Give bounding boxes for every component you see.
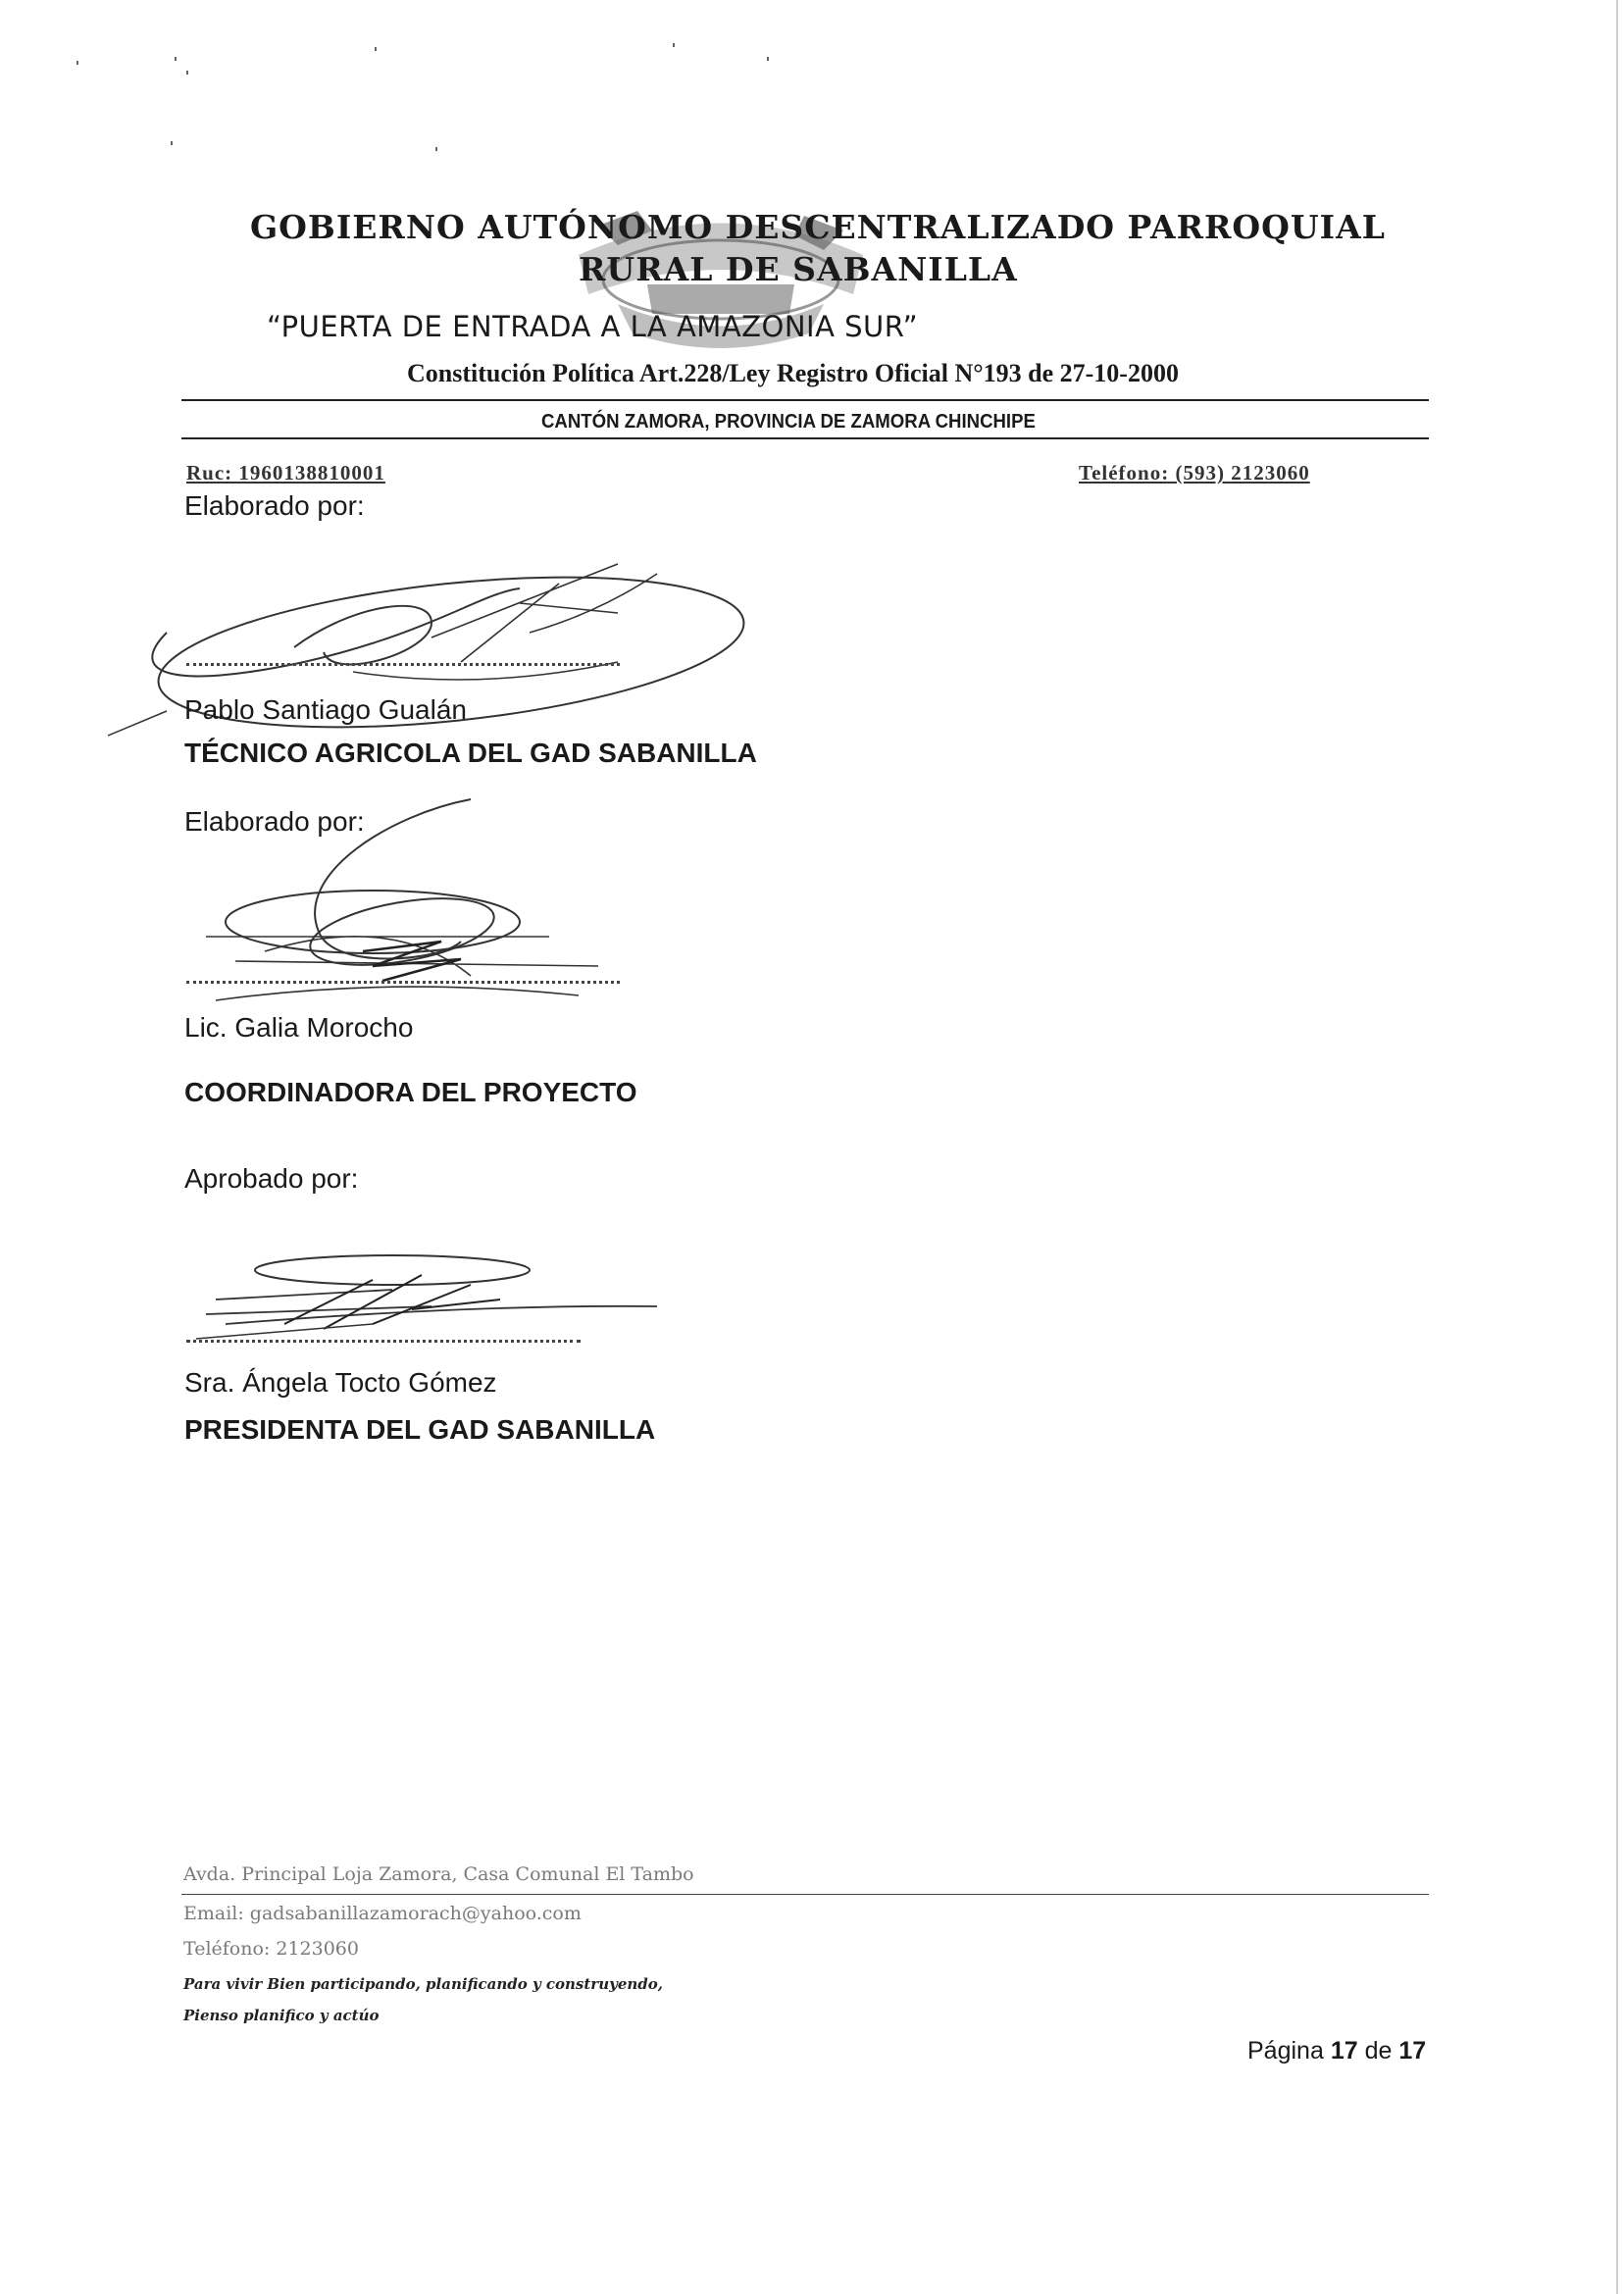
page-prefix: Página [1247, 2037, 1324, 2065]
footer-address: Avda. Principal Loja Zamora, Casa Comunal El Tambo [183, 1863, 694, 1885]
scan-speck [673, 43, 675, 47]
signature-galia [147, 794, 657, 1020]
page-number [1247, 2037, 1426, 2065]
organization-name-line1: GOBIERNO AUTÓNOMO DESCENTRALIZADO PARROQUIAL [250, 208, 1386, 246]
signer-role: COORDINADORA DEL PROYECTO [184, 1077, 637, 1107]
page-current: 17 [1330, 2037, 1358, 2065]
signer-name: Sra. Ángela Tocto Gómez [184, 1367, 497, 1398]
approved-by-label: Aprobado por: [184, 1163, 359, 1194]
signer-role: TÉCNICO AGRICOLA DEL GAD SABANILLA [184, 738, 757, 768]
scan-speck [435, 147, 437, 151]
footer-rule [181, 1894, 1429, 1895]
signature-line [186, 663, 620, 666]
constitution-reference: Constitución Política Art.228/Ley Registro Oficial N°193 de 27-10-2000 [407, 359, 1179, 387]
header-rule-bottom [181, 437, 1429, 439]
scan-speck [175, 57, 177, 61]
signature-angela [177, 1246, 686, 1353]
signature-line [186, 1340, 581, 1343]
footer-motto-line1: Para vivir Bien participando, planificando y construyendo, [183, 1975, 663, 1993]
page-edge [1616, 0, 1618, 2294]
scan-speck [186, 71, 188, 75]
scan-speck [171, 141, 173, 145]
header-phone: Teléfono: (593) 2123060 [1079, 461, 1310, 484]
footer-phone: Teléfono: 2123060 [183, 1938, 359, 1960]
page-connector: de [1364, 2037, 1393, 2065]
footer-motto-line2: Pienso planifico y actúo [183, 2007, 380, 2024]
prepared-by-label: Elaborado por: [184, 806, 365, 837]
ruc-number: Ruc: 1960138810001 [186, 461, 385, 484]
header-rule-top [181, 399, 1429, 401]
prepared-by-label: Elaborado por: [184, 490, 365, 521]
signature-line [186, 981, 620, 984]
signer-name: Lic. Galia Morocho [184, 1012, 414, 1043]
scan-speck [767, 57, 769, 61]
organization-name-line2: RURAL DE SABANILLA [579, 250, 1018, 288]
footer-email: Email: gadsabanillazamorach@yahoo.com [183, 1903, 582, 1924]
signer-name: Pablo Santiago Gualán [184, 694, 467, 725]
signer-role: PRESIDENTA DEL GAD SABANILLA [184, 1414, 656, 1445]
canton-line: CANTÓN ZAMORA, PROVINCIA DE ZAMORA CHINCHIPE [541, 411, 1036, 433]
scan-speck [76, 61, 78, 65]
scan-speck [375, 47, 377, 51]
slogan: “PUERTA DE ENTRADA A LA AMAZONIA SUR” [267, 310, 919, 343]
page-total: 17 [1398, 2037, 1427, 2065]
